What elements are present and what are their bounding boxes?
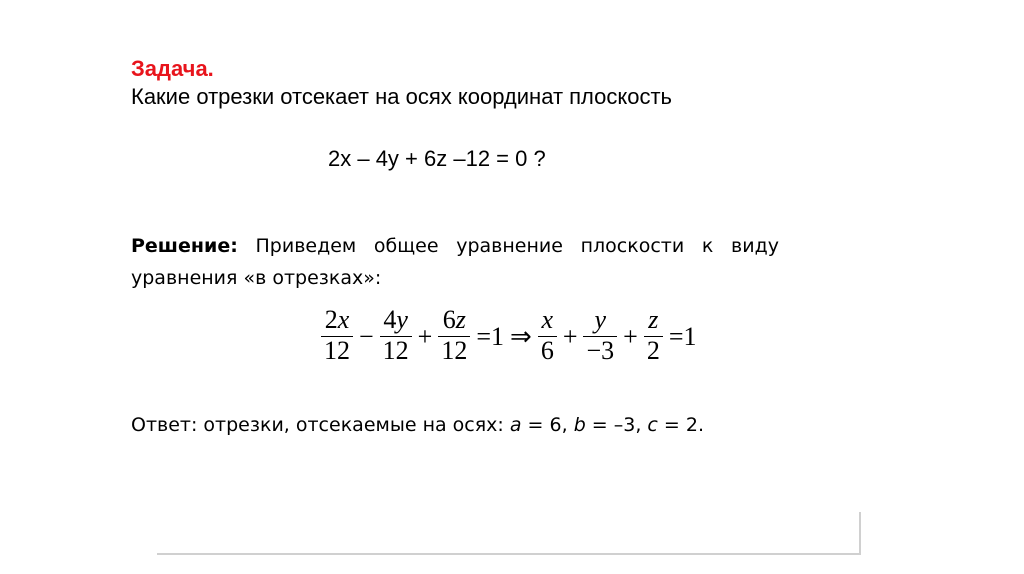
numerator-coefficient: 6 [442,305,456,334]
plus-sign: + [623,321,638,351]
denominator: 12 [324,336,350,365]
fraction-2x-over-12 [321,306,353,367]
numerator-variable: z [648,305,659,334]
answer-line [131,414,704,436]
task-equation: 2x – 4y + 6z –12 = 0 ? [328,146,546,171]
plus-sign: + [562,321,578,351]
solution-text: Приведем общее уравнение плоскости к виду уравнения «в отрезках»: [131,235,779,289]
answer-c-value: = 2. [657,414,705,436]
plus-sign: + [417,321,433,351]
numerator-variable: z [455,305,466,334]
intercept-formula [318,306,700,367]
minus-sign: − [359,321,374,351]
denominator: 2 [646,336,660,365]
answer-b-value: = –3, [585,414,648,436]
numerator-coefficient: 2 [324,305,338,334]
solution-label: Решение: [131,235,238,257]
implies-arrow-icon: ⇒ [510,321,532,351]
answer-a-var: a [509,414,522,436]
numerator-variable: y [396,305,408,334]
answer-prefix: Ответ: отрезки, отсекаемые на осях: [131,414,510,436]
fraction-4y-over-12 [380,306,412,367]
denominator: 6 [540,336,554,365]
numerator-coefficient: 4 [383,305,397,334]
denominator: 12 [441,336,468,365]
task-title: Задача. [131,56,214,81]
fraction-6z-over-12 [438,306,470,367]
task-question: Какие отрезки отсекает на осях координат плоскость [131,84,673,109]
answer-a-value: = 6, [521,414,574,436]
fraction-x-over-6 [538,306,557,367]
answer-b-var: b [573,414,586,436]
frame-border-right [859,512,861,554]
numerator-variable: x [541,305,554,334]
solution-paragraph [131,230,779,294]
fraction-z-over-2 [644,306,663,367]
denominator: −3 [586,336,615,365]
fraction-y-over-minus-3 [583,306,617,367]
frame-border-bottom [157,553,861,555]
numerator-variable: x [337,305,350,334]
equals-one: =1 [668,321,697,351]
denominator: 12 [382,336,409,365]
answer-c-var: c [647,414,658,436]
equals-one: =1 [476,321,505,351]
numerator-variable: y [594,305,607,334]
